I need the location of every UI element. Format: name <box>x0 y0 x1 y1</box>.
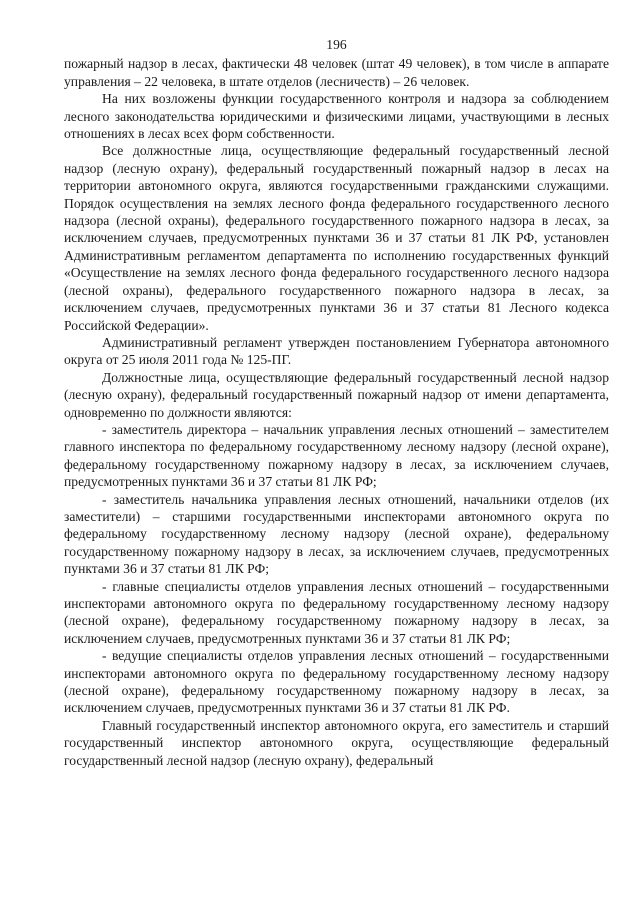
document-page <box>64 36 609 769</box>
list-item-1: - заместитель директора – начальник управления лесных отношений – заместителем главного инспектора по федеральному государственному лесному надзору (лесной охране), федеральному государственному пожарному надзору в лесах, за исключением случаев, предусмотренных пунктами 36 и 37 статьи 81 ЛК РФ; <box>64 421 609 490</box>
list-item-4: - ведущие специалисты отделов управления лесных отношений – государственными инспекторами автономного округа по федеральному государственному лесному надзору (лесной охране), федеральному государственному пожарному надзору в лесах, за исключением случаев, предусмотренных пунктами 36 и 37 статьи 81 ЛК РФ. <box>64 648 609 716</box>
page-number: 196 <box>326 37 347 52</box>
list-item-3: - главные специалисты отделов управления лесных отношений – государственными инспекторами автономного округа по федеральному государственному лесному надзору (лесной охране), федеральному государственному пожарному надзору в лесах, за исключением случаев, предусмотренных пунктами 36 и 37 статьи 81 ЛК РФ; <box>64 578 609 646</box>
paragraph-2: На них возложены функции государственного контроля и надзора за соблюдением лесного законодательства юридическими и физическими лицами, участвующими в лесных отношениях в лесах всех форм собственности. <box>64 91 609 142</box>
paragraph-3: Все должностные лица, осуществляющие федеральный государственный лесной надзор (лесную охрану), федеральный государственный пожарный надзор в лесах на территории автономного округа, являются государственными гражданскими служащими. Порядок осуществления на землях лесного фонда федерального государственного лесного надзора (лесной охраны), федерального государственного пожарного надзора в лесах, за исключением случаев, предусмотренных пунктами 36 и 37 статьи 81 ЛК РФ, установлен Административным регламентом департамента по исполнению государственных функций «Осуществление на землях лесного фонда федерального государственного лесного надзора (лесной охраны), федерального государственного пожарного надзора в лесах, за исключением случаев, предусмотренных пунктами 36 и 37 статьи 81 Лесного кодекса Российской Федерации». <box>64 143 609 333</box>
paragraph-6: Главный государственный инспектор автономного округа, его заместитель и старший государственный инспектор автономного округа, осуществляющие федеральный государственный лесной надзор (лесную охрану), федеральный <box>64 717 609 768</box>
paragraph-5: Должностные лица, осуществляющие федеральный государственный лесной надзор (лесную охрану), федеральный государственный пожарный надзор от имени департамента, одновременно по должности являются: <box>64 369 609 420</box>
paragraph-4: Административный регламент утвержден постановлением Губернатора автономного округа от 25 июля 2011 года № 125-ПГ. <box>64 334 609 368</box>
list-item-2: - заместитель начальника управления лесных отношений, начальники отделов (их заместители) – старшими государственными инспекторами автономного округа по федеральному государственному лесному надзору (лесной охране), федеральному государственному пожарному надзору в лесах, за исключением случаев, предусмотренных пунктами 36 и 37 статьи 81 ЛК РФ; <box>64 491 609 577</box>
paragraph-1: пожарный надзор в лесах, фактически 48 человек (штат 49 человек), в том числе в аппарате управления – 22 человека, в штате отделов (лесничеств) – 26 человек. <box>64 56 609 89</box>
